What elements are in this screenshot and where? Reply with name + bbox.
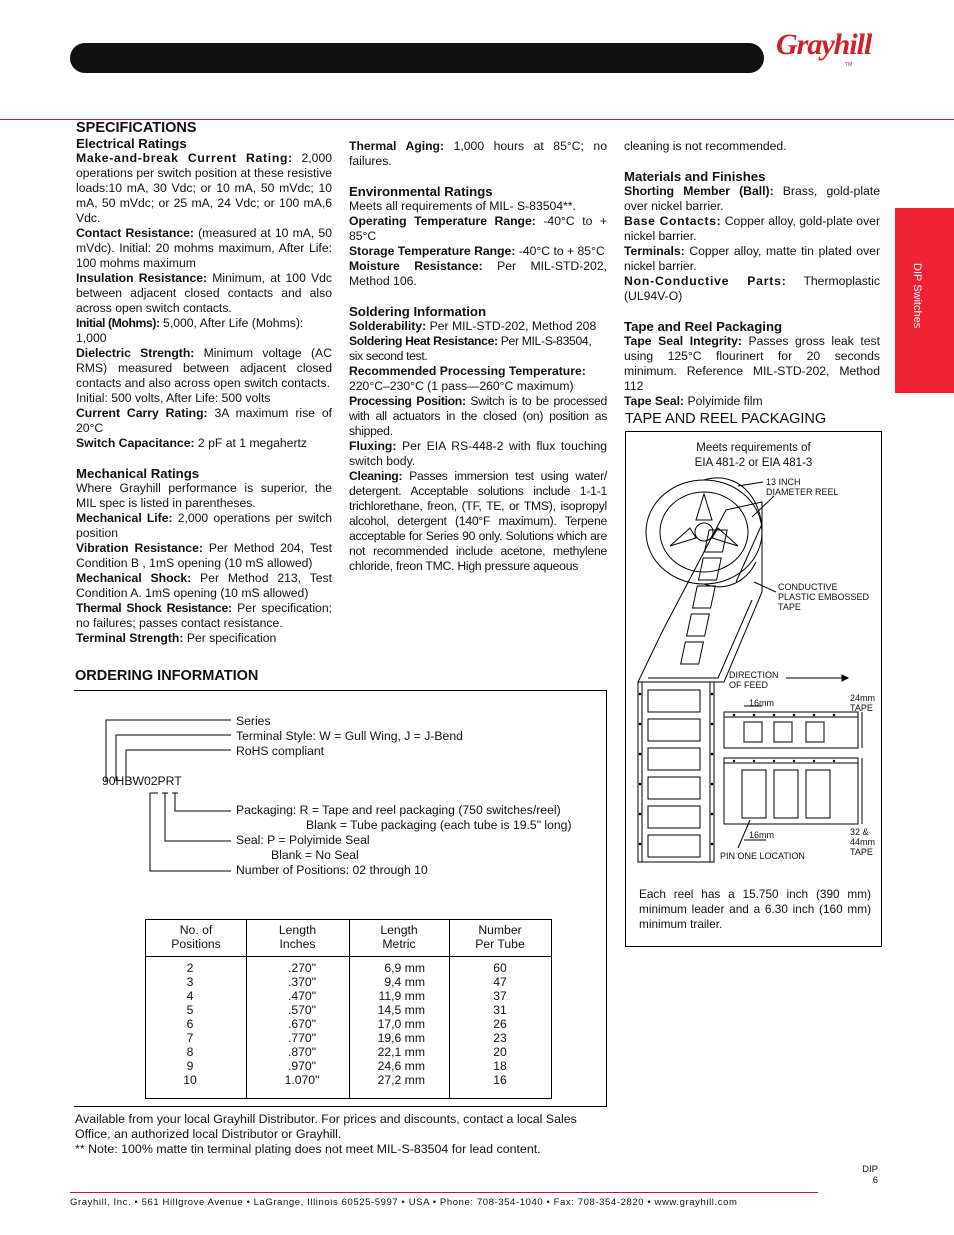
cleaning: Cleaning: Passes immersion test using water/ detergent. Acceptable solutions include 1-1-1 trichlorethane, freon, (TF, TE, or TMS), isopropyl alcohol, detergent (140°F maximum). Terpene acceptable for Series 90 only. Solutions which are not recommended include acetone, methylene chloride, freon TMC. High pressure aqueous [349,469,608,573]
callout-packaging-2: Blank = Tube packaging (each tube is 19.5" long) [306,818,572,832]
dielectric-strength: Dielectric Strength: Minimum voltage (AC RMS) measured between adjacent closed contacts and also across open switch contacts. [76,346,332,390]
switch-capacitance: Switch Capacitance: 2 pF at 1 megahertz [76,436,307,450]
column-per-tube: 60 47 37 31 26 23 20 18 16 [493,961,507,1087]
specs-column-3 [624,139,880,409]
tape-pockets [681,530,727,664]
tape-figure-box [625,431,882,947]
reel-hub [695,523,713,541]
soldering-heading: Soldering Information [349,304,487,319]
contact-resistance: Contact Resistance: (measured at 10 mA, 50 mVdc). Initial: 20 mohms maximum, After Life: 100 mohms maximum [76,226,332,270]
callout-seal-1: Seal: P = Polyimide Seal [236,833,370,847]
environmental-intro: Meets all requirements of MIL- S-83504**. [349,199,576,213]
specs-column-1 [76,121,332,646]
mechanical-life: Mechanical Life: 2,000 operations per switch position [76,511,332,540]
reel-inner [660,492,748,572]
current-carry-rating: Current Carry Rating: 3A maximum rise of 20°C [76,406,333,435]
ordering-callouts-lower [236,803,596,878]
callout-packaging-1: Packaging: R = Tape and reel packaging (750 switches/reel) [236,803,561,817]
cleaning-continued: cleaning is not recommended. [624,139,787,153]
reel-label: 13 INCH DIAMETER REEL [766,477,839,497]
insulation-resistance: Insulation Resistance: Minimum, at 100 Vdc between adjacent closed contacts and also across open switch contacts. [76,271,332,315]
make-break-rating: Make-and-break Current Rating: 2,000 operations per switch position at these resistive loads:10 mA, 30 Vdc; or 10 mA, 50 mVdc; 10 mA, 50 mVdc; or 25 mA, 24 Vdc; or 100 mA,6 Vdc. [76,151,332,225]
page-reference: DIP 6 [862,1164,878,1186]
specs-column-2 [349,139,607,574]
pitch-bottom-label: 16mm [749,830,775,840]
bottom-rule [70,1192,818,1193]
solderability: Solderability: Per MIL-STD-202, Method 208 [349,319,597,333]
soldering-heat: Soldering Heat Resistance: Per MIL-S-83504, six second test. [349,334,592,363]
callout-seal-2: Blank = No Seal [271,848,359,862]
storage-temp: Storage Temperature Range: -40°C to + 85°C [349,244,605,258]
callout-rohs: RoHS compliant [236,744,325,758]
ordering-title: ORDERING INFORMATION [75,668,259,684]
footer-address: Grayhill, Inc. • 561 Hillgrove Avenue • LaGrange, Illinois 60525-5997 • USA • Phone: 708-354-1040 • Fax: 708-354-2820 • www.grayhill.com [70,1197,738,1208]
terminal-strength: Terminal Strength: Per specification [76,631,277,645]
pin-one-label: PIN ONE LOCATION [720,851,805,861]
thermal-aging: Thermal Aging: 1,000 hours at 85°C; no failures. [349,139,607,168]
header-positions: No. of Positions [171,923,221,951]
mechanical-heading: Mechanical Ratings [76,466,200,481]
availability-note: Available from your local Grayhill Distributor. For prices and discounts, contact a local Sales Office, an authorized local Distributor or Grayhill. [75,1112,577,1141]
width-bottom-label: 32 & 44mm TAPE [850,827,876,857]
callout-positions: Number of Positions: 02 through 10 [236,863,428,877]
callout-series: Series [236,714,271,728]
callout-terminal-style: Terminal Style: W = Gull Wing, J = J-Bend [236,729,463,743]
grayhill-logo: Grayhill [776,28,872,61]
terminals: Terminals: Copper alloy, matte tin plated over nickel barrier. [624,244,881,273]
header-metric: Length Metric [380,923,418,951]
column-inches: .270" .370" .470" .570" .670" .770" .870" .970" 1.070" [284,961,320,1087]
matte-tin-note: ** Note: 100% matte tin terminal plating does not meet MIL-S-83504 for lead content. [75,1142,541,1156]
tape-seal-integrity: Tape Seal Integrity: Passes gross leak test using 125°C flourinert for 20 seconds minimum. Reference MIL-STD-202, Method 112 [624,334,880,393]
header-bar [70,43,764,73]
reel-note: Each reel has a 15.750 inch (390 mm) minimum leader and a 6.30 inch (160 mm) minimum trailer. [639,887,871,931]
tape-44mm [724,758,858,824]
sprocket-holes [639,693,836,846]
thermal-shock: Thermal Shock Resistance: Per specification; no failures; passes contact resistance. [76,601,332,630]
ordering-callouts [236,714,596,759]
tape-seal: Tape Seal: Polyimide film [624,394,763,408]
processing-position: Processing Position: Switch is to be processed with all actuators in the closed (on) position as shipped. [349,394,607,438]
specifications-title: SPECIFICATIONS [76,120,197,136]
ordering-table [145,919,552,1099]
tape-meets: Meets requirements of EIA 481-2 or EIA 481-3 [694,442,813,469]
mechanical-intro: Where Grayhill performance is superior, the MIL spec is listed in parentheses. [76,481,332,510]
recommended-temp: Recommended Processing Temperature: 220°C–230°C (1 pass—260°C maximum) [349,364,586,393]
fluxing: Fluxing: Per EIA RS-448-2 with flux touching switch body. [349,439,607,468]
materials-heading: Materials and Finishes [624,169,766,184]
column-metric: 6,9 mm 9,4 mm 11,9 mm 14,5 mm 17,0 mm 19,6 mm 22,1 mm 24,6 mm 27,2 mm [377,961,425,1087]
notes [75,1112,611,1157]
moisture-resistance: Moisture Resistance: Per MIL-STD-202, Method 106. [349,259,608,288]
mechanical-shock: Mechanical Shock: Per Method 213, Test Condition A. 1mS opening (10 mS allowed) [76,571,333,600]
pitch-top-label: 16mm [749,698,775,708]
tape-figure-title: TAPE AND REEL PACKAGING [625,411,827,427]
header-per-tube: Number Per Tube [475,923,525,951]
base-contacts: Base Contacts: Copper alloy, gold-plate over nickel barrier. [624,214,881,243]
conductive-label: CONDUCTIVE PLASTIC EMBOSSED TAPE [778,582,870,612]
electrical-heading: Electrical Ratings [76,136,187,151]
vibration-resistance: Vibration Resistance: Per Method 204, Test Condition B , 1mS opening (10 mS allowed) [76,541,332,570]
side-tab [895,208,954,393]
side-tab-label: DIP Switches [911,263,923,329]
width-top-label: 24mm TAPE [850,693,876,713]
logo-trademark: TM [845,62,853,68]
tape-reel-heading: Tape and Reel Packaging [624,319,783,334]
environmental-heading: Environmental Ratings [349,184,493,199]
initial-mohms: Initial (Mohms): 5,000, After Life (Mohms): 1,000 [76,316,304,345]
shorting-member: Shorting Member (Ball): Brass, gold-plate over nickel barrier. [624,184,880,213]
column-positions: 2 3 4 5 6 7 8 9 10 [183,961,197,1087]
direction-label: DIRECTION OF FEED [729,670,779,690]
non-conductive-parts: Non-Conductive Parts: Thermoplastic (UL94V-O) [624,274,880,303]
tape-reel-drawing [626,432,881,946]
operating-temp: Operating Temperature Range: -40°C to + 85°C [349,214,607,243]
header-inches: Length Inches [278,923,317,951]
dielectric-initial: Initial: 500 volts, After Life: 500 volts [76,391,271,405]
part-number: 90HBW02PRT [102,774,182,788]
